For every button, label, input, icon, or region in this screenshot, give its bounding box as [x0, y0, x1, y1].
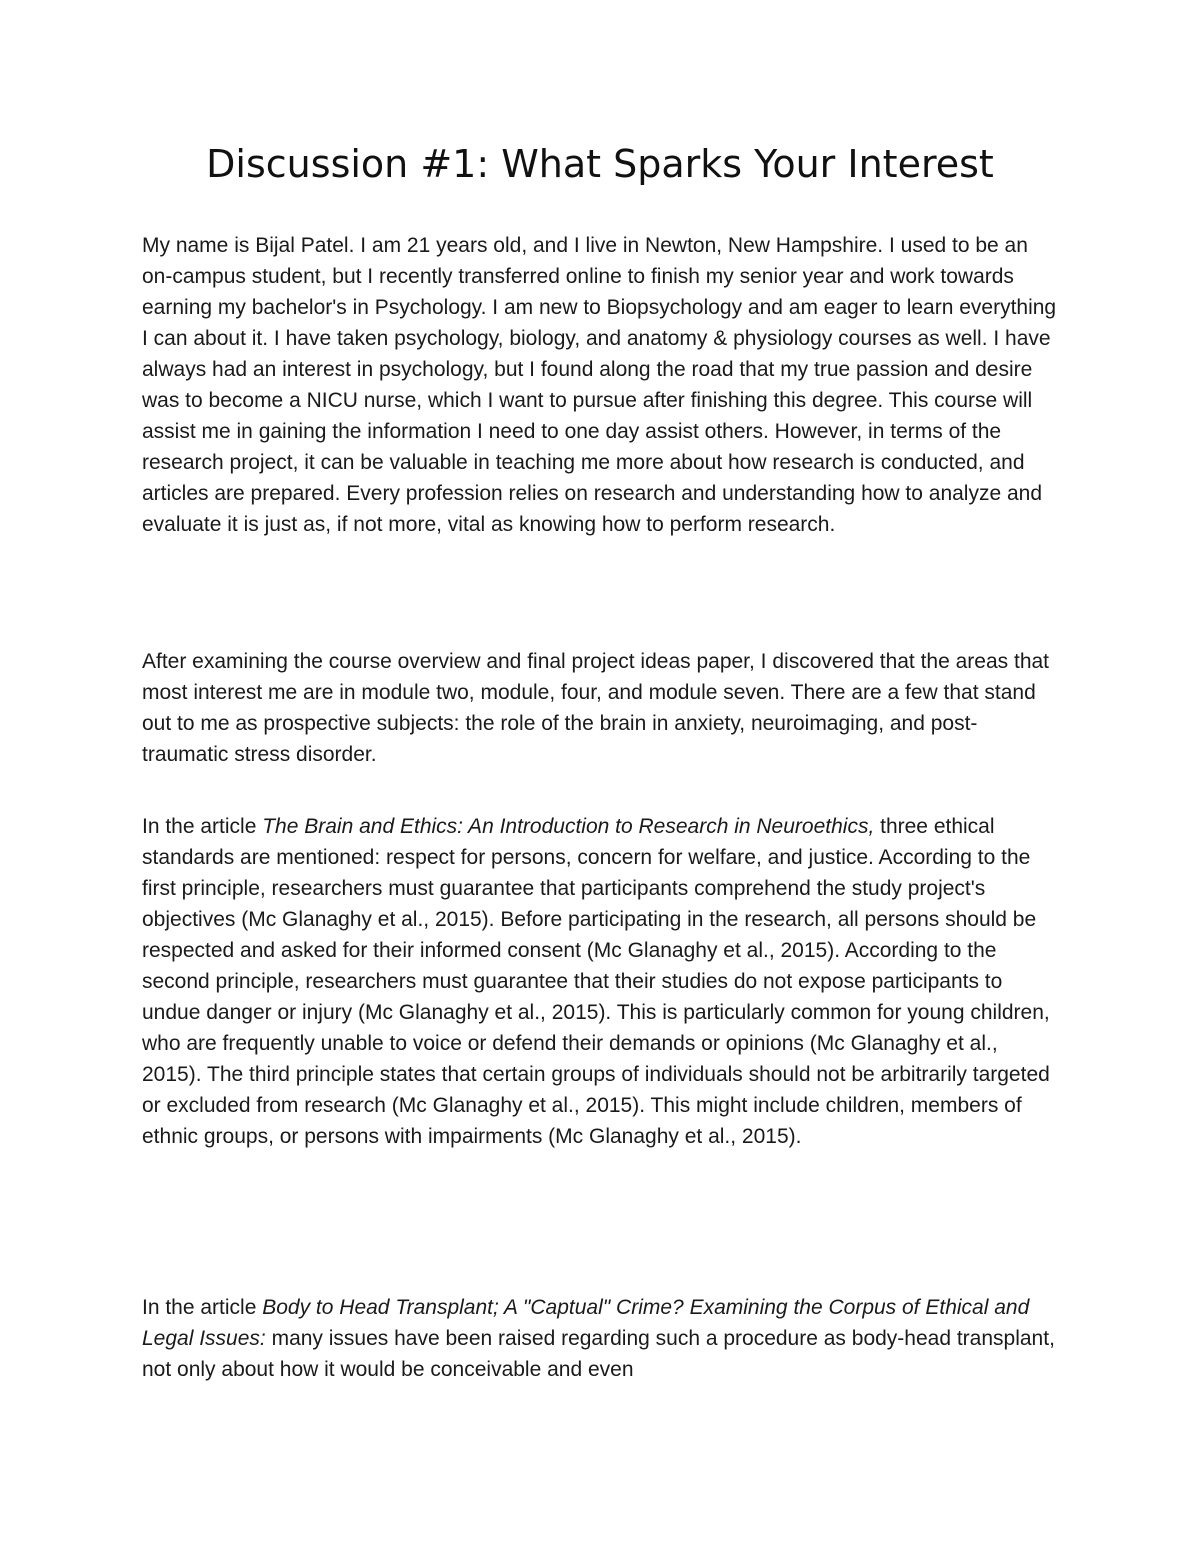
paragraph-body: three ethical standards are mentioned: respect for persons, concern for welfare, and justice. According to the first principle, researchers must guarantee that participants comprehend the study project's objectives (Mc Glanaghy et al., 2015). Before participating in the research, all persons should be respected and asked for their informed consent (Mc Glanaghy et al., 2015). According to the second principle, researchers must guarantee that their studies do not expose participants to undue danger or injury (Mc Glanaghy et al., 2015). This is particularly common for young children, who are frequently unable to voice or defend their demands or opinions (Mc Glanaghy et al., 2015). The third principle states that certain groups of individuals should not be arbitrarily targeted or excluded from research (Mc Glanaghy et al., 2015). This might include children, members of ethnic groups, or persons with impairments (Mc Glanaghy et al., 2015). — [142, 815, 1050, 1148]
paragraph-interests: After examining the course overview and final project ideas paper, I discovered that the areas that most interest me are in module two, module, four, and module seven. There are a few that stand out to me as prospective subjects: the role of the brain in anxiety, neuroimaging, and post-traumatic stress disorder. — [142, 650, 1050, 766]
paragraph-neuroethics-article — [142, 811, 1062, 1152]
paragraph-prefix: In the article — [142, 1296, 263, 1319]
paragraph-transplant-article — [142, 1292, 1062, 1385]
paragraph-body: many issues have been raised regarding such a procedure as body-head transplant, not only about how it would be conceivable and even — [142, 1327, 1055, 1381]
article-title: Body to Head Transplant; A "Captual" Crime? Examining the Corpus of Ethical and Legal Issues: — [142, 1296, 1030, 1350]
document-title: Discussion #1: What Sparks Your Interest — [206, 142, 994, 186]
paragraph-prefix: In the article — [142, 815, 263, 838]
paragraph-introduction: My name is Bijal Patel. I am 21 years old, and I live in Newton, New Hampshire. I used to be an on-campus student, but I recently transferred online to finish my senior year and work towards earning my bachelor's in Psychology. I am new to Biopsychology and am eager to learn everything I can about it. I have taken psychology, biology, and anatomy & physiology courses as well. I have always had an interest in psychology, but I found along the road that my true passion and desire was to become a NICU nurse, which I want to pursue after finishing this degree. This course will assist me in gaining the information I need to one day assist others. However, in terms of the research project, it can be valuable in teaching me more about how research is conducted, and articles are prepared. Every profession relies on research and understanding how to analyze and evaluate it is just as, if not more, vital as knowing how to perform research. — [142, 234, 1057, 536]
article-title: The Brain and Ethics: An Introduction to Research in Neuroethics, — [262, 815, 875, 838]
